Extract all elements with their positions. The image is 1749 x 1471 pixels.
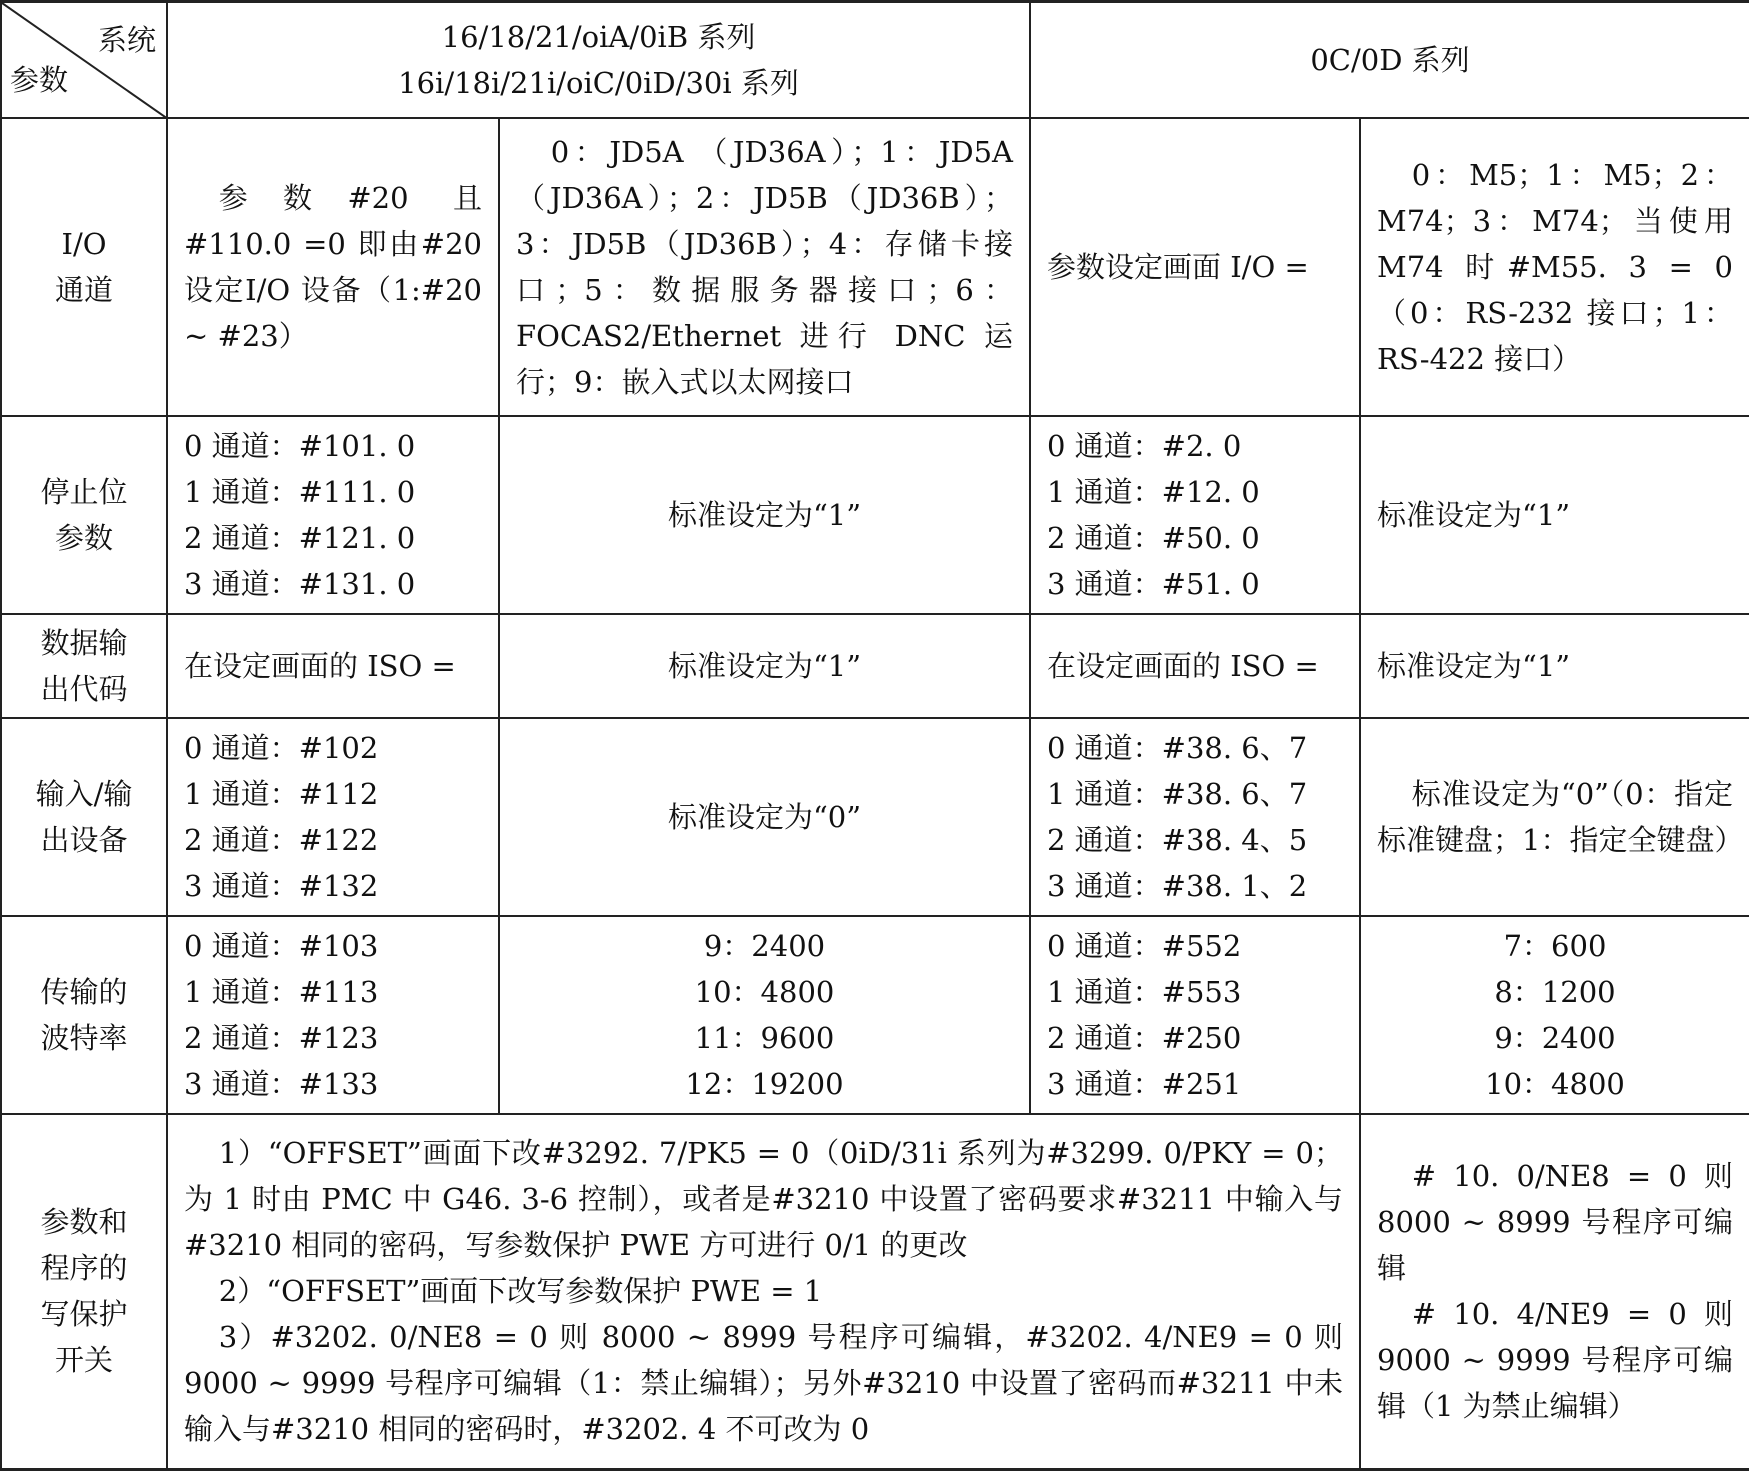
row-label-line: 数据输 [40,625,128,660]
row-label-line: 开关 [54,1343,113,1378]
baud-option: 10：4800 [1485,1066,1625,1101]
row-label [1,718,167,916]
row-label [1,1114,167,1470]
row-label-line: 传输的 [40,974,128,1009]
channel-line: 2 通道：#250 [1047,1020,1242,1055]
g2-param-cell: 在设定画面的 ISO = [1030,614,1360,718]
baud-option: 9：2400 [1494,1020,1616,1055]
g2-value-cell [1360,916,1749,1114]
g1-value-cell: 0：JD5A （JD36A）；1：JD5A（JD36A）；2：JD5B（JD36B）；3：JD5B（JD36B）；4：存储卡接口；5：数据服务器接口；6：FOCAS2/Ethernet 进行 DNC 运行；9：嵌入式以太网接口 [499,118,1030,416]
header-row [1,2,1749,118]
write-protect-item: 1）“OFFSET”画面下改#3292. 7/PK5 = 0（0iD/31i 系列为#3299. 0/PKY = 0；为 1 时由 PMC 中 G46. 3-6 控制），或者是#3210 中设置了密码要求#3211 中输入与#3210 相同的密码，写参数保护 PWE 方可进行 0/1 的更改 [184,1136,1343,1263]
g1-value-cell: 标准设定为“1” [499,416,1030,614]
row-label [1,614,167,718]
series-group1-header [167,2,1030,118]
table-row [1,718,1749,916]
row-label-line: 出设备 [40,822,128,857]
row-label-line: 程序的 [40,1251,128,1286]
row-label-line: I/O [61,226,107,261]
series-group1-line2: 16i/18i/21i/oiC/0iD/30i 系列 [398,65,799,100]
row-label-line: 停止位 [40,474,128,509]
row-label-line: 出代码 [40,671,128,706]
channel-line: 0 通道：#2. 0 [1047,428,1242,463]
g2-value-cell: 标准设定为“1” [1360,416,1749,614]
g2-param-cell: 参数设定画面 I/O = [1030,118,1360,416]
table-row [1,614,1749,718]
channel-line: 3 通道：#251 [1047,1066,1242,1101]
channel-line: 0 通道：#552 [1047,928,1242,963]
channel-line: 3 通道：#51. 0 [1047,566,1260,601]
channel-line: 0 通道：#38. 6、7 [1047,730,1308,765]
baud-option: 7：600 [1503,928,1607,963]
g1-write-protect-cell [167,1114,1360,1470]
table-row [1,118,1749,416]
g2-param-cell [1030,416,1360,614]
write-protect-item: 3）#3202. 0/NE8 = 0 则 8000 ~ 8999 号程序可编辑，#3202. 4/NE9 = 0 则 9000 ~ 9999 号程序可编辑（1：禁止编辑）；另外#3210 中设置了密码而#3211 中未输入与#3210 相同的密码时，#3202. 4 不可改为 0 [184,1320,1343,1447]
g2-param-cell [1030,718,1360,916]
row-label [1,916,167,1114]
corner-system-label: 系统 [97,23,156,57]
g1-value-cell: 标准设定为“0” [499,718,1030,916]
channel-line: 2 通道：#50. 0 [1047,520,1260,555]
g1-param-cell: 参数#20 且#110.0 =0 即由#20 设定I/O 设备（1:#20 ~ #23） [167,118,499,416]
write-protect-item: 2）“OFFSET”画面下改写参数保护 PWE = 1 [218,1274,823,1309]
g1-param-cell [167,416,499,614]
write-protect-item: # 10. 4/NE9 = 0 则 9000 ~ 9999 号程序可编辑（1 为禁止编辑） [1377,1297,1733,1424]
g2-value-cell: 标准设定为“1” [1360,614,1749,718]
g1-value-cell: 标准设定为“1” [499,614,1030,718]
row-label [1,118,167,416]
row-label-line: 波特率 [40,1020,128,1055]
series-group2-header: 0C/0D 系列 [1030,2,1749,118]
g1-param-cell: 在设定画面的 ISO = [167,614,499,718]
row-label [1,416,167,614]
row-label-line: 通道 [54,272,113,307]
channel-line: 3 通道：#131. 0 [184,566,416,601]
g2-write-protect-cell [1360,1114,1749,1470]
g2-param-cell [1030,916,1360,1114]
table-row [1,916,1749,1114]
g1-value-cell [499,916,1030,1114]
row-label-line: 输入/输 [35,776,133,811]
table-row [1,1114,1749,1470]
channel-line: 1 通道：#553 [1047,974,1242,1009]
channel-line: 3 通道：#132 [184,868,379,903]
row-label-line: 写保护 [40,1297,128,1332]
corner-header-cell [1,2,167,118]
g1-param-cell [167,718,499,916]
baud-option: 8：1200 [1494,974,1616,1009]
g1-param-cell [167,916,499,1114]
channel-line: 2 通道：#122 [184,822,379,857]
table-row [1,416,1749,614]
channel-line: 1 通道：#112 [184,776,379,811]
series-group1-line1: 16/18/21/oiA/0iB 系列 [441,19,756,54]
channel-line: 1 通道：#111. 0 [184,474,416,509]
channel-line: 2 通道：#38. 4、5 [1047,822,1308,857]
channel-line: 3 通道：#133 [184,1066,379,1101]
corner-param-label: 参数 [10,62,69,97]
g2-value-cell: 标准设定为“0”（0：指定标准键盘；1：指定全键盘） [1360,718,1749,916]
baud-option: 10：4800 [694,974,835,1009]
channel-line: 0 通道：#102 [184,730,379,765]
row-label-line: 参数 [54,520,113,555]
row-label-line: 参数和 [40,1205,128,1240]
baud-option: 11：9600 [694,1020,835,1055]
channel-line: 1 通道：#38. 6、7 [1047,776,1308,811]
g2-value-cell: 0：M5；1：M5；2：M74；3：M74；当使用 M74 时#M55. 3 = 0（0：RS-232 接口；1：RS-422 接口） [1360,118,1749,416]
baud-option: 12：19200 [685,1066,844,1101]
channel-line: 0 通道：#103 [184,928,379,963]
channel-line: 3 通道：#38. 1、2 [1047,868,1308,903]
channel-line: 1 通道：#12. 0 [1047,474,1260,509]
channel-line: 2 通道：#121. 0 [184,520,416,555]
write-protect-item: # 10. 0/NE8 = 0 则 8000 ~ 8999 号程序可编辑 [1377,1159,1733,1286]
channel-line: 2 通道：#123 [184,1020,379,1055]
channel-line: 1 通道：#113 [184,974,379,1009]
baud-option: 9：2400 [703,928,826,963]
channel-line: 0 通道：#101. 0 [184,428,416,463]
